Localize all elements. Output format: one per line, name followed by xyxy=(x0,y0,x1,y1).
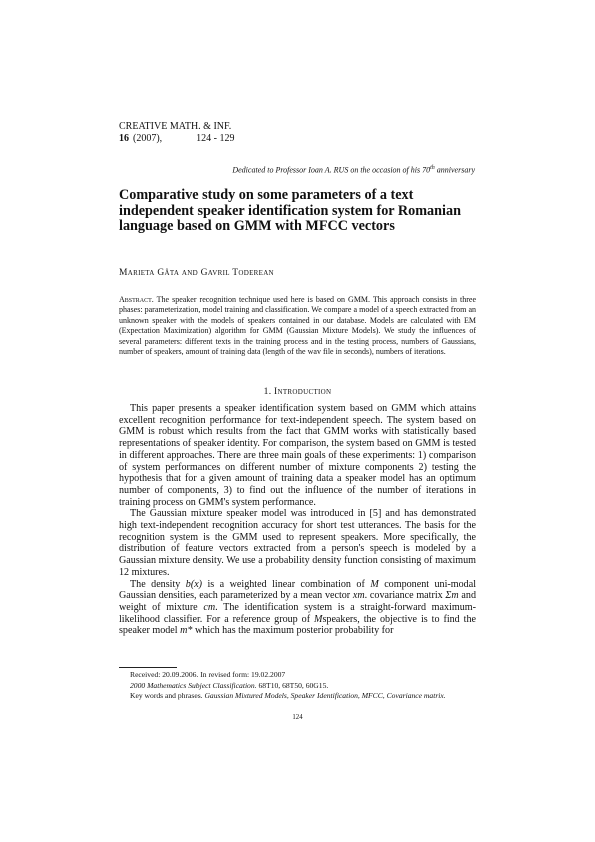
footnote-received: Received: 20.09.2006. In revised form: 19.02.2007 xyxy=(130,670,286,679)
keywords-list: Gaussian Mixtured Models, Speaker Identification, MFCC, Covariance matrix. xyxy=(202,691,446,700)
math-mean-vector: xm xyxy=(352,590,365,602)
journal-volume-line xyxy=(119,133,235,145)
journal-name: CREATIVE MATH. & INF. xyxy=(119,121,232,132)
math-M-speakers: M xyxy=(314,613,323,625)
paragraph-1: This paper presents a speaker identification system based on GMM which attains excellent recognition performance for text-independent speech. The system based on GMM is robust which results from the fact that GMM works with statistically based representations of speaker identity. For comparison, the system based on GMM is tested in different approaches. There are three main goals of these experiments: 1) comparison of system performances on different number of mixture components 2) testing the hypothesis that for a given amount of training data a speaker model has an optimum number of components, 3) to find out the influence of the number of iterations in training process on GMM's system performance. xyxy=(119,403,476,508)
msc-label: 2000 Mathematics Subject Classification. xyxy=(130,680,257,690)
body-text xyxy=(119,403,476,637)
section-heading: 1. Introduction xyxy=(263,387,332,397)
paper-authors: Marieta Gâta and Gavril Toderean xyxy=(119,268,274,278)
p3-text-6: . The identification system is a straight-forward maximum-likelihood classifier. For a reference group of xyxy=(119,601,476,625)
paragraph-3 xyxy=(119,579,476,638)
p3-text-8: which has the maximum posterior probability for xyxy=(192,625,394,637)
p3-text-5: and weight of mixture xyxy=(119,590,476,613)
dedication xyxy=(232,165,475,175)
journal-header xyxy=(119,121,235,145)
page-number: 124 xyxy=(292,714,303,721)
p3-text-3: component uni-modal Gaussian densities, each parameterized by a mean vector xyxy=(119,578,476,602)
p3-text-1: The density xyxy=(130,578,186,590)
journal-volume: 16 xyxy=(119,133,129,144)
abstract-text: The speaker recognition technique used here is based on GMM. This approach consists in three phases: parameterization, model training and classification. We compare a model of a speech extracted from an unknown speaker with the models of speakers contained in our database. Models are calculated with EM (Expectation Maximization) algorithm for GMM (Gaussian Mixture Models). We study the influences of several parameters: different texts in the training process and in the testing process, numbers of Gaussians, number of speakers, amount of training data (length of the wav file in seconds), numbers of iterations. xyxy=(119,295,476,357)
math-covariance: Σm xyxy=(445,590,459,602)
dedication-suffix: anniversary xyxy=(434,165,475,175)
paragraph-2: The Gaussian mixture speaker model was introduced in [5] and has demonstrated high text-independent recognition accuracy for short test utterances. The basis for the recognition system is the GMM used to represent speakers. More specifically, the distribution of feature vectors extracted from a person's speech is modeled by a Gaussian mixture density. We use a probability density function consisting of maximum 12 mixtures. xyxy=(119,508,476,578)
keywords-label: Key words and phrases. xyxy=(130,691,203,700)
footnotes xyxy=(130,670,475,702)
msc-codes: 68T10, 68T50, 60G15. xyxy=(256,680,329,690)
math-density: b(x) xyxy=(185,578,203,590)
footnote-rule xyxy=(119,667,177,668)
p3-text-7: speakers, the objective is to find the speaker model xyxy=(119,613,477,637)
dedication-text: Dedicated to Professor Ioan A. RUS on the occasion of his 70 xyxy=(232,165,431,175)
footnote-keywords xyxy=(130,691,475,702)
p3-text-4: . covariance matrix xyxy=(364,590,446,602)
dedication-superscript: th xyxy=(430,165,435,171)
paper-title: Comparative study on some parameters of a text independent speaker identification system for Romanian language based on GMM with MFCC vectors xyxy=(119,187,461,235)
math-weight: cm xyxy=(203,601,216,613)
journal-year: (2007), xyxy=(133,133,163,144)
footnote-msc xyxy=(130,681,475,692)
abstract xyxy=(119,295,476,357)
math-M: M xyxy=(370,578,379,590)
journal-pages: 124 - 129 xyxy=(196,133,235,144)
p3-text-2: is a weighted linear combination of xyxy=(202,578,371,590)
abstract-label: Abstract. xyxy=(119,295,154,304)
math-speaker-model: m* xyxy=(180,625,193,637)
